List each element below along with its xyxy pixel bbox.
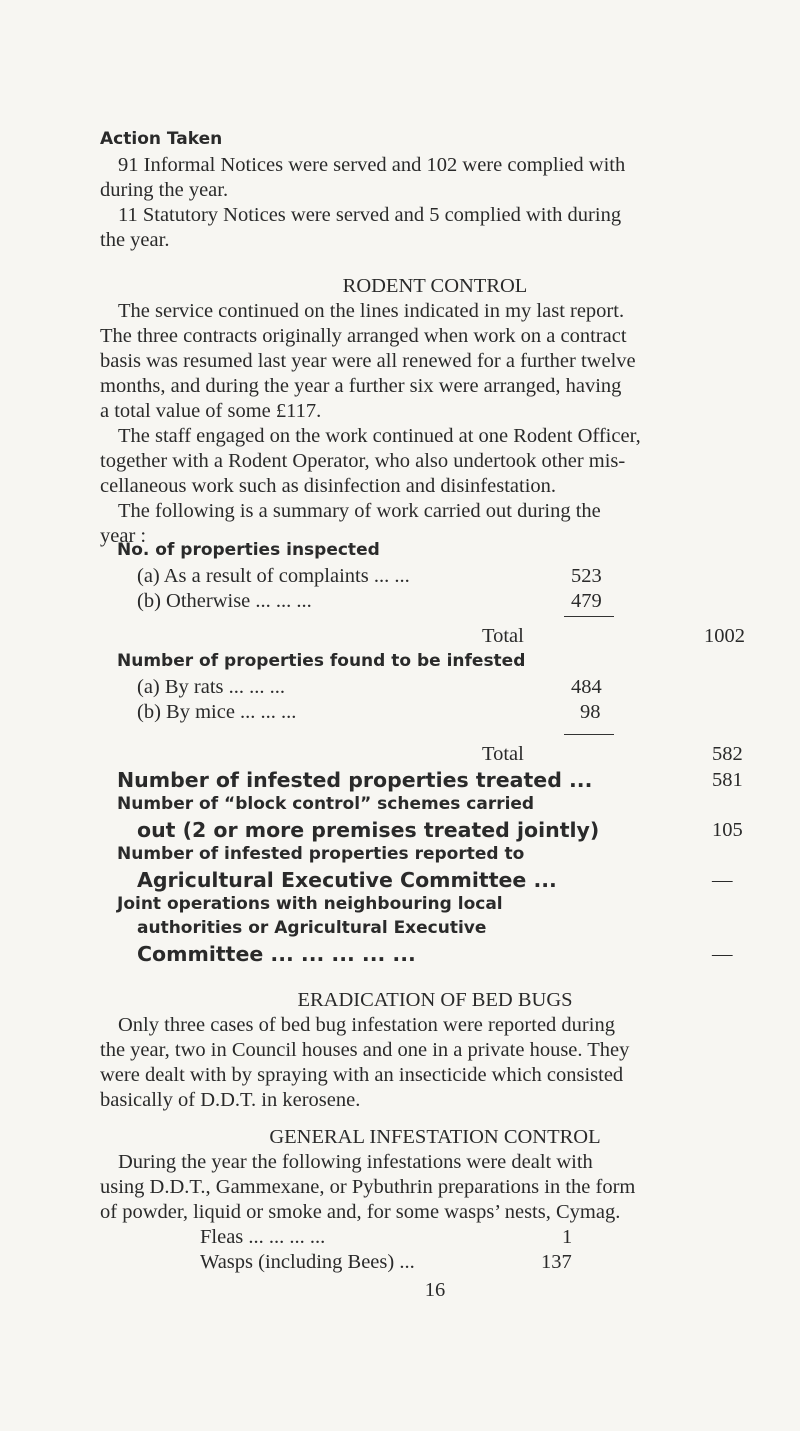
joint-label-2: authorities or Agricultural Executive [137, 918, 487, 938]
row-label: Number of infested properties treated ... [117, 768, 593, 792]
row-value: 98 [580, 701, 601, 723]
joint-label-1: Joint operations with neighbouring local [117, 894, 503, 914]
row-label: (b) Otherwise ... ... ... [137, 590, 312, 612]
bed-bugs-heading: ERADICATION OF BED BUGS [297, 989, 573, 1011]
row-value: 1 [562, 1226, 573, 1248]
rodent-control-text: The service continued on the lines indicated in my last report. The three contracts originally arranged when work on a contract basis was resumed last year were all renewed for a further twelve months, and during the year a further six were arranged, having a total value of some £117. The staff engaged on the work continued at one Rodent Officer, together with a Rodent Operator, who also undertook other mis- cellaneous work such as disinfection and disinfestation. The following is a summary of work carried out during the year : [100, 300, 641, 547]
subtotal-rule [564, 734, 614, 735]
action-taken-text: 91 Informal Notices were served and 102 were complied with during the year. 11 Statutory Notices were served and 5 complied with during the year. [100, 154, 626, 251]
infested-row-b [0, 700, 800, 725]
row-label: Total [482, 625, 524, 647]
page-number: 16 [424, 1279, 446, 1301]
row-label: Wasps (including Bees) ... [200, 1251, 415, 1273]
row-label: (a) By rats ... ... ... [137, 676, 286, 698]
block-control-row [0, 818, 800, 843]
row-value: 105 [712, 819, 743, 841]
inspected-heading: No. of properties inspected [117, 540, 380, 560]
reported-label-1: Number of infested properties reported to [117, 844, 525, 864]
row-label: (a) As a result of complaints ... ... [137, 565, 410, 587]
row-label: Fleas ... ... ... ... [200, 1226, 326, 1248]
row-label: Total [482, 743, 524, 765]
joint-row [0, 942, 800, 967]
row-value: — [712, 869, 733, 891]
infestation-heading: GENERAL INFESTATION CONTROL [269, 1126, 601, 1148]
row-value: 137 [541, 1251, 572, 1273]
row-label: Agricultural Executive Committee ... [137, 868, 557, 892]
rodent-control-heading: RODENT CONTROL [342, 275, 528, 297]
row-label: (b) By mice ... ... ... [137, 701, 297, 723]
wasps-row [0, 1250, 800, 1275]
row-label: out (2 or more premises treated jointly) [137, 818, 600, 842]
treated-row [0, 768, 800, 793]
bed-bugs-text: Only three cases of bed bug infestation were reported during the year, two in Council houses and one in a private house. They were dealt with by spraying with an insecticide which consisted basically of D.D.T. in kerosene. [100, 1014, 630, 1111]
inspected-row-b [0, 589, 800, 614]
reported-row [0, 868, 800, 893]
inspected-total-row [0, 624, 800, 649]
row-value: 582 [712, 743, 743, 765]
row-value: 1002 [704, 625, 745, 647]
row-value: — [712, 943, 733, 965]
row-label: Committee ... ... ... ... ... [137, 942, 416, 966]
infested-total-row [0, 742, 800, 767]
subtotal-rule [564, 616, 614, 617]
row-value: 523 [571, 565, 602, 587]
infested-row-a [0, 675, 800, 700]
infested-heading: Number of properties found to be infested [117, 651, 526, 671]
row-value: 484 [571, 676, 602, 698]
row-value: 479 [571, 590, 602, 612]
infestation-text: During the year the following infestations were dealt with using D.D.T., Gammexane, or Pybuthrin preparations in the form of powder, liquid or smoke and, for some wasps’ nests, Cymag. [100, 1151, 636, 1223]
row-value: 581 [712, 769, 743, 791]
action-taken-heading: Action Taken [100, 129, 223, 149]
fleas-row [0, 1225, 800, 1250]
inspected-row-a [0, 564, 800, 589]
block-control-label-1: Number of “block control” schemes carried [117, 794, 535, 814]
